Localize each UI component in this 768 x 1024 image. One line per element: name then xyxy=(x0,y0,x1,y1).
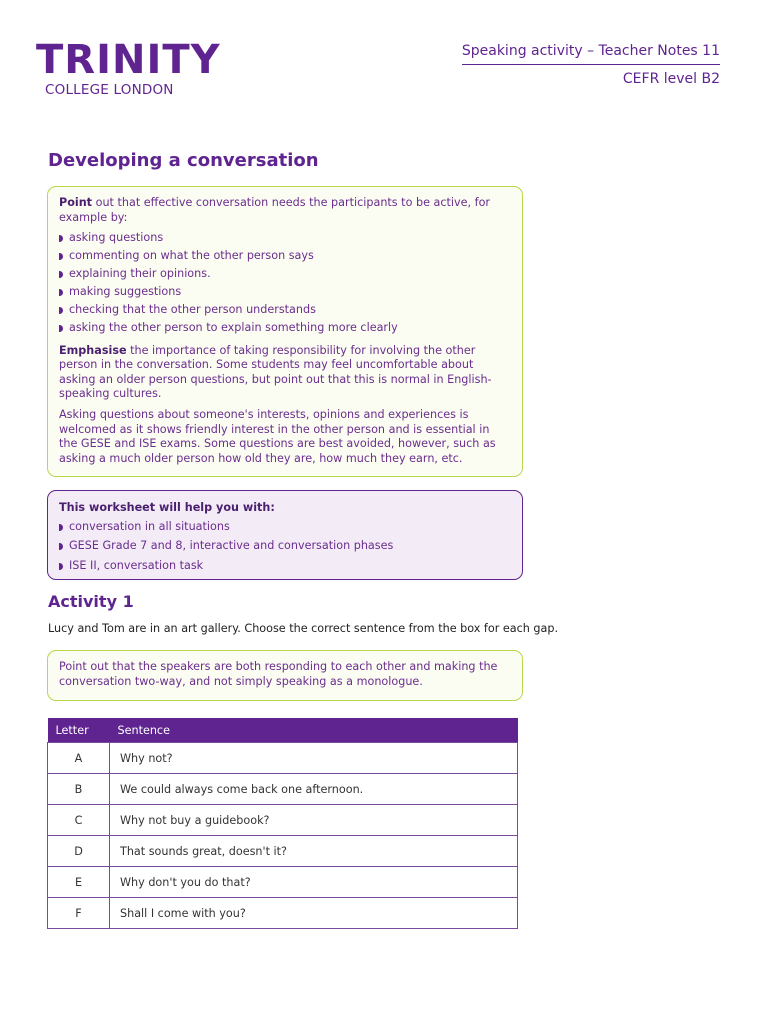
cell-sentence: Why not? xyxy=(110,743,518,774)
list-item xyxy=(59,539,511,554)
activity-note: Point out that the speakers are both responding to each other and making the conversation two-way, and not simply speaking as a monologue. xyxy=(59,660,498,688)
cell-sentence: We could always come back one afternoon. xyxy=(110,774,518,805)
list-item xyxy=(59,285,511,300)
list-item-text: GESE Grade 7 and 8, interactive and conversation phases xyxy=(69,539,394,553)
list-item-text: ISE II, conversation task xyxy=(69,558,204,572)
cell-sentence: Why don't you do that? xyxy=(110,867,518,898)
document-header xyxy=(462,43,720,87)
list-item xyxy=(59,559,511,574)
activity-intro: Lucy and Tom are in an art gallery. Choose the correct sentence from the box for each gap. xyxy=(48,622,559,635)
table-row xyxy=(48,898,518,929)
asking-paragraph: Asking questions about someone's interests, opinions and experiences is welcomed as it shows friendly interest in the other person and is essential in the GESE and ISE exams. Some questions are best avoided, however, such as asking a much older person how old they are, how much they earn, etc. xyxy=(59,408,496,465)
table-row xyxy=(48,867,518,898)
table-row xyxy=(48,774,518,805)
list-item xyxy=(59,520,511,535)
cell-letter: B xyxy=(48,774,110,805)
list-item-text: conversation in all situations xyxy=(69,519,230,533)
teacher-note-box xyxy=(47,186,523,477)
list-item xyxy=(59,249,511,264)
activity-title: Activity 1 xyxy=(48,592,134,611)
bullet-icon xyxy=(59,325,63,332)
list-item-text: explaining their opinions. xyxy=(69,267,211,281)
table-header-row xyxy=(48,718,518,743)
activity-note-box xyxy=(47,650,523,701)
list-item-text: commenting on what the other person says xyxy=(69,249,314,263)
sentence-table xyxy=(47,718,518,929)
header-letter: Letter xyxy=(48,718,110,743)
bullet-icon xyxy=(59,235,63,242)
table-row xyxy=(48,805,518,836)
worksheet-list xyxy=(59,520,511,574)
bullet-icon xyxy=(59,289,63,296)
logo-subtitle: COLLEGE LONDON xyxy=(45,82,174,98)
activity-bullet-list xyxy=(59,231,511,336)
point-text: out that effective conversation needs the participants to be active, for example by: xyxy=(59,196,491,224)
logo-wordmark: TRINITY xyxy=(36,37,221,83)
cell-sentence: Why not buy a guidebook? xyxy=(110,805,518,836)
emphasise-text: the importance of taking responsibility for involving the other person in the conversation. Some students may feel uncomfortable about asking an older person questions, but point out that this is normal in English-speaking cultures. xyxy=(59,343,492,401)
bullet-icon xyxy=(59,543,63,550)
section-title: Developing a conversation xyxy=(48,150,319,171)
bullet-icon xyxy=(59,307,63,314)
cell-sentence: Shall I come with you? xyxy=(110,898,518,929)
cell-letter: C xyxy=(48,805,110,836)
cell-letter: E xyxy=(48,867,110,898)
list-item-text: checking that the other person understands xyxy=(69,303,316,317)
trinity-logo xyxy=(36,37,221,98)
point-paragraph xyxy=(59,196,511,225)
list-item xyxy=(59,303,511,318)
list-item-text: asking the other person to explain something more clearly xyxy=(69,321,398,335)
worksheet-box xyxy=(47,490,523,580)
worksheet-title: This worksheet will help you with: xyxy=(59,501,275,514)
table-row xyxy=(48,836,518,867)
emphasise-label: Emphasise xyxy=(59,343,127,357)
cell-sentence: That sounds great, doesn't it? xyxy=(110,836,518,867)
bullet-icon xyxy=(59,253,63,260)
list-item-text: asking questions xyxy=(69,231,164,245)
list-item xyxy=(59,321,511,336)
cell-letter: A xyxy=(48,743,110,774)
table-row xyxy=(48,743,518,774)
list-item xyxy=(59,231,511,246)
bullet-icon xyxy=(59,271,63,278)
header-sentence: Sentence xyxy=(110,718,518,743)
header-title: Speaking activity – Teacher Notes 11 xyxy=(462,43,720,65)
emphasise-paragraph xyxy=(59,344,511,402)
bullet-icon xyxy=(59,563,63,570)
point-label: Point xyxy=(59,196,93,209)
bullet-icon xyxy=(59,524,63,531)
cell-letter: F xyxy=(48,898,110,929)
cell-letter: D xyxy=(48,836,110,867)
list-item xyxy=(59,267,511,282)
header-level: CEFR level B2 xyxy=(622,71,720,87)
list-item-text: making suggestions xyxy=(69,285,182,299)
